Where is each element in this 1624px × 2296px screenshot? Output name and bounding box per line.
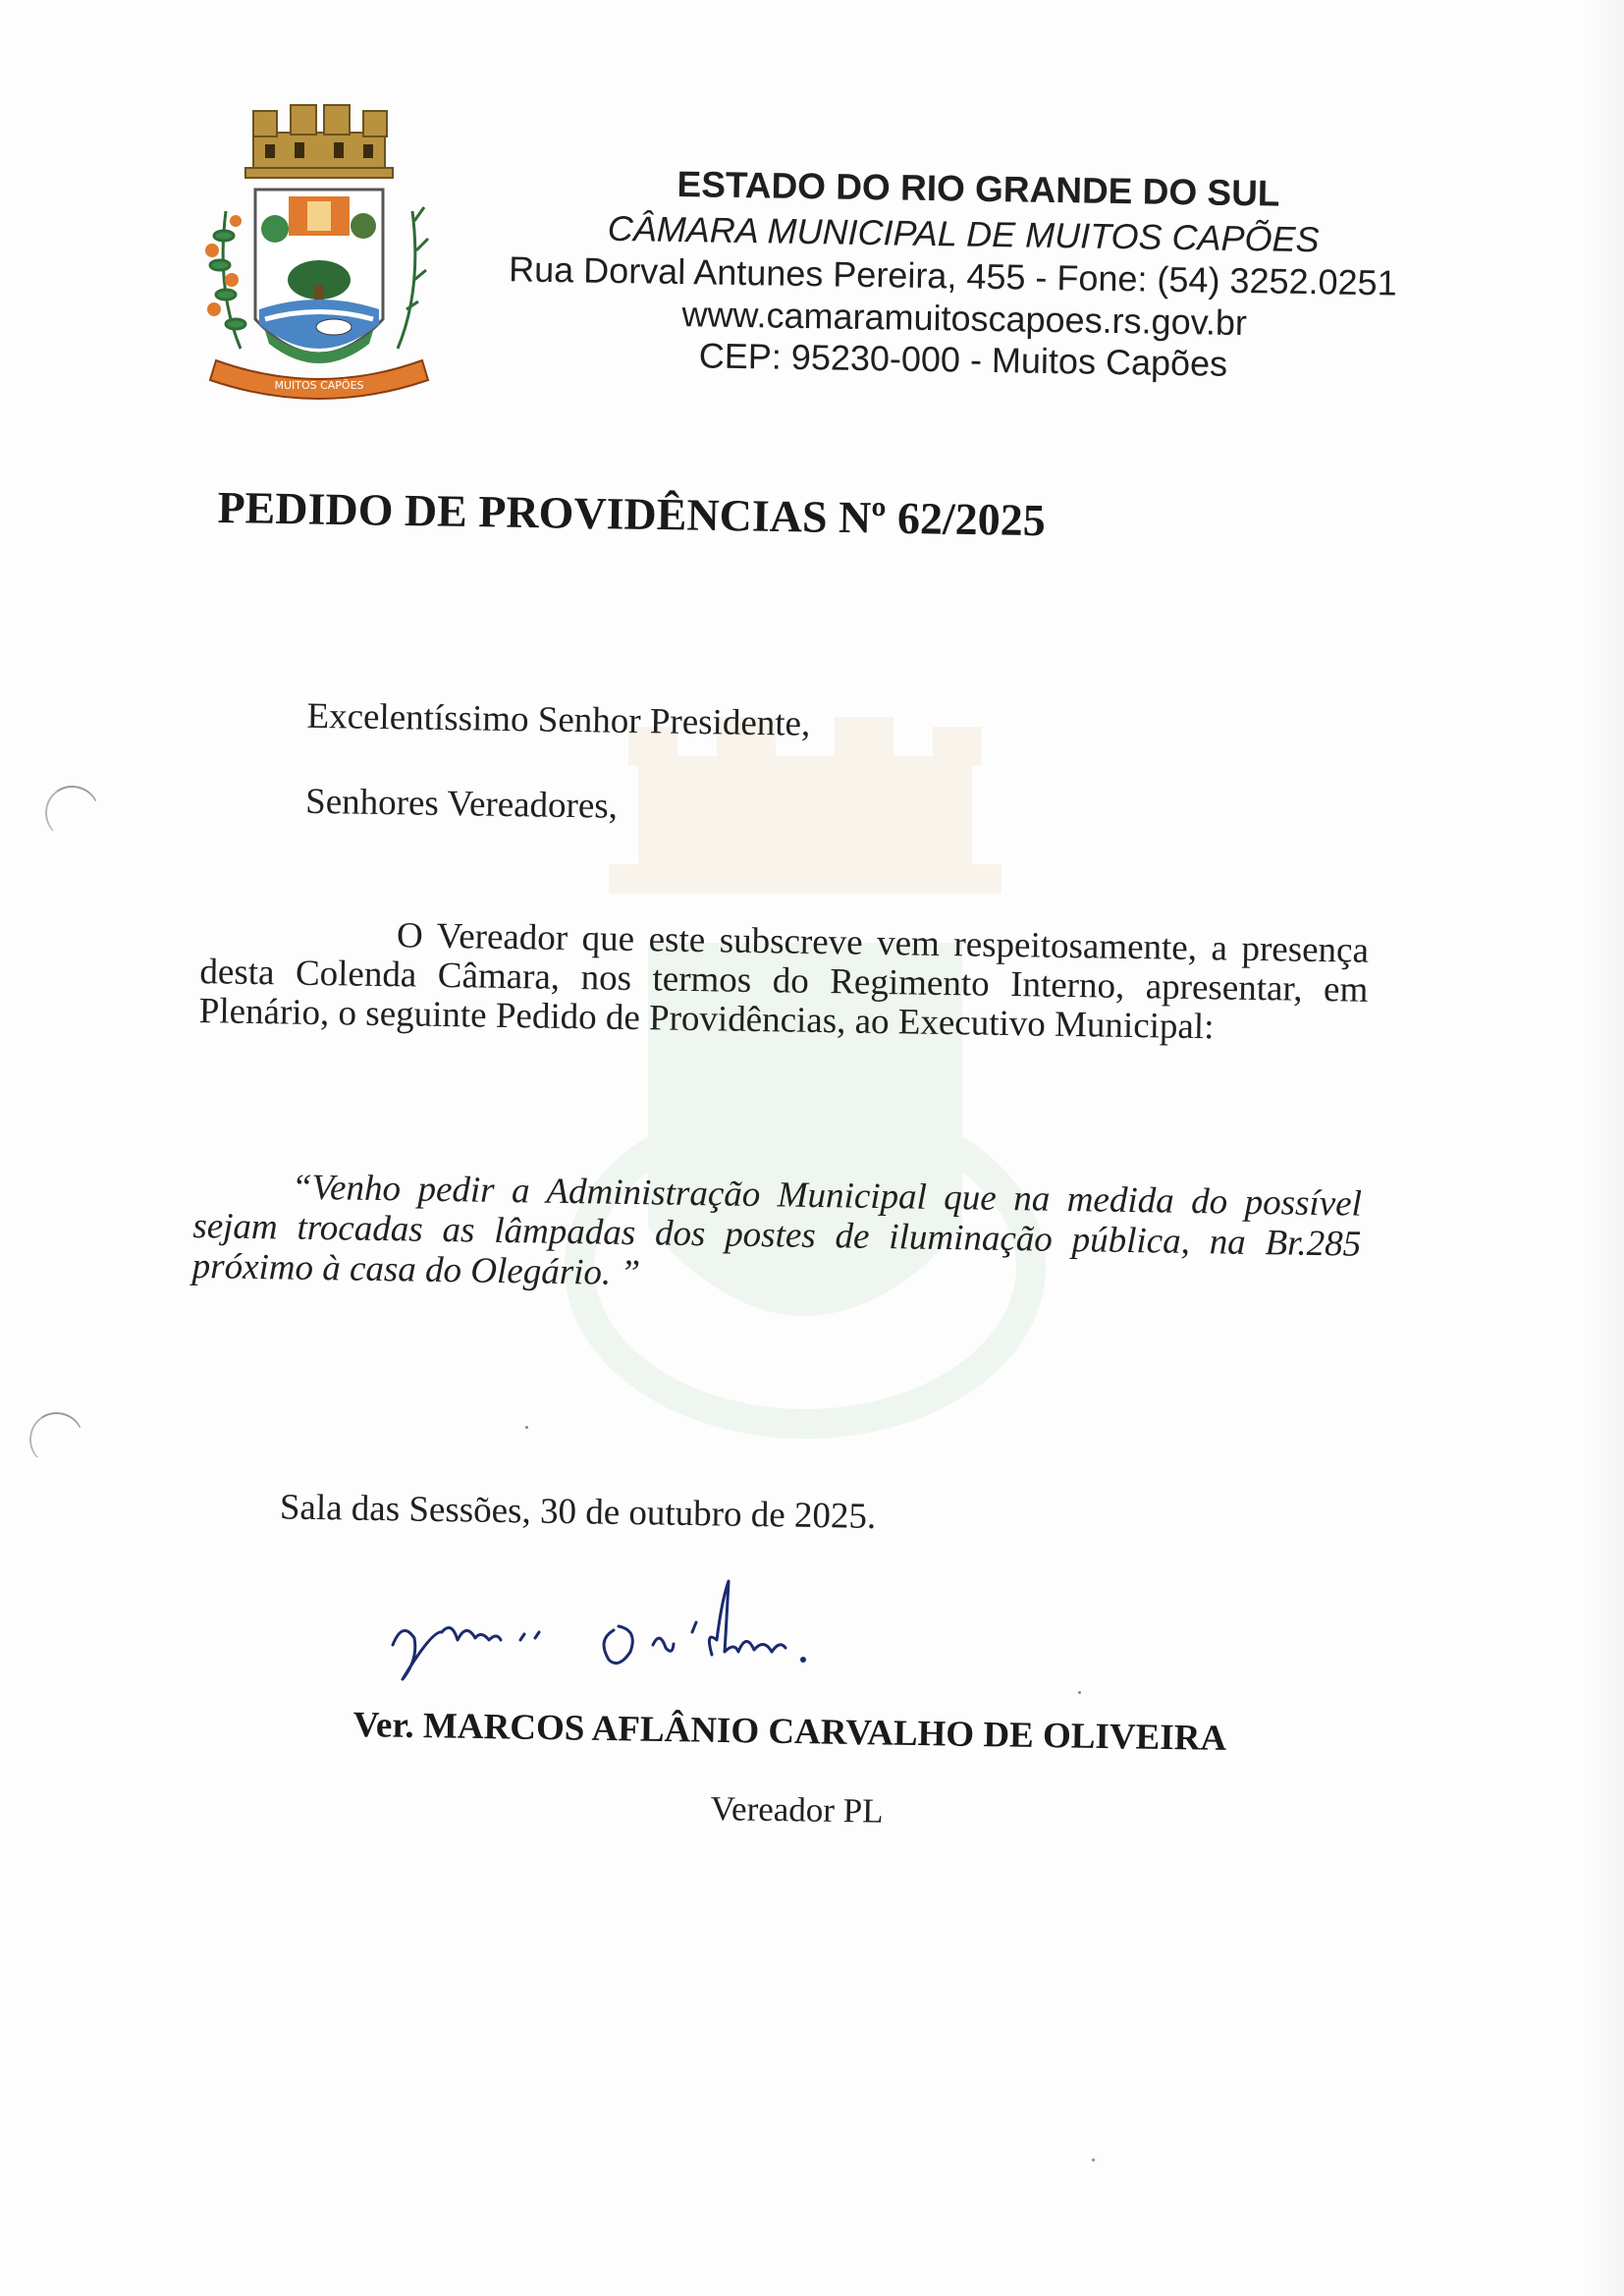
letterhead-address: Rua Dorval Antunes Pereira, 455 - Fone: (54) 3252.0251	[508, 248, 1397, 303]
intro-paragraph: O Vereador que este subscreve vem respeitosamente, a presença desta Colenda Câmara, nos termos do Regimento Interno, apresentar, em Plenário, o seguinte Pedido de Providências, ao Executivo Municipal:	[198, 915, 1370, 1048]
signer-name: Ver. MARCOS AFLÂNIO CARVALHO DE OLIVEIRA	[352, 1704, 1227, 1759]
greeting-councilors: Senhores Vereadores,	[304, 781, 619, 827]
svg-text:MUITOS CAPÕES: MUITOS CAPÕES	[274, 379, 364, 392]
letterhead-chamber: CÂMARA MUNICIPAL DE MUITOS CAPÕES	[607, 207, 1320, 260]
signer-role: Vereador PL	[710, 1789, 884, 1831]
document-title: PEDIDO DE PROVIDÊNCIAS Nº 62/2025	[217, 481, 1047, 546]
greeting-president: Excelentíssimo Senhor Presidente,	[306, 695, 811, 744]
scan-speck	[1092, 2159, 1095, 2161]
scan-speck	[1078, 1691, 1081, 1694]
municipal-coat-of-arms-icon	[196, 103, 442, 417]
punch-hole	[41, 782, 104, 845]
letterhead-state: ESTADO DO RIO GRANDE DO SUL	[677, 163, 1280, 214]
punch-hole	[26, 1408, 88, 1471]
scan-speck	[525, 1426, 528, 1429]
letterhead-cep: CEP: 95230-000 - Muitos Capões	[698, 335, 1228, 384]
request-quote: “Venho pedir a Administração Municipal que na medida do possível sejam trocadas as lâmpadas dos postes de iluminação pública, na Br.285 próximo à casa do Olegário. ”	[191, 1167, 1363, 1294]
letterhead	[491, 157, 1473, 384]
scan-edge-shadow	[1581, 0, 1624, 2296]
place-date: Sala das Sessões, 30 de outubro de 2025.	[279, 1487, 877, 1537]
handwritten-signature-icon	[373, 1561, 884, 1689]
watermark-crest-icon	[491, 717, 1119, 1463]
letterhead-website: www.camaramuitoscapoes.rs.gov.br	[681, 294, 1248, 344]
